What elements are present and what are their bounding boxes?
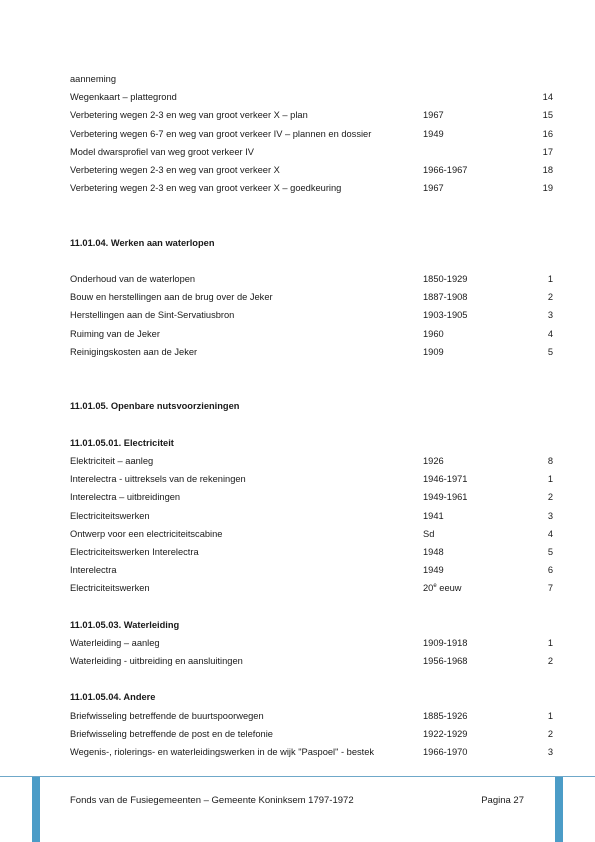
section-heading-andere: 11.01.05.04. Andere bbox=[70, 692, 156, 703]
item-date-number: 20 bbox=[423, 583, 434, 594]
item-number: 19 bbox=[542, 183, 553, 194]
item-number: 1 bbox=[547, 274, 553, 285]
item-date: 1903-1905 bbox=[423, 310, 468, 321]
rows-electriciteit bbox=[70, 452, 553, 598]
item-date: 1941 bbox=[423, 510, 444, 521]
list-item bbox=[70, 543, 553, 561]
section-heading-waterleiding: 11.01.05.03. Waterleiding bbox=[70, 619, 180, 630]
footer-title: Fonds van de Fusiegemeenten – Gemeente Koninksem 1797-1972 bbox=[70, 795, 354, 806]
item-date-unit: eeuw bbox=[436, 583, 462, 594]
item-title: Ruiming van de Jeker bbox=[70, 328, 160, 339]
item-number: 2 bbox=[547, 292, 553, 303]
item-number: 15 bbox=[542, 110, 553, 121]
item-number: 6 bbox=[547, 565, 553, 576]
rows-waterleiding bbox=[70, 634, 553, 670]
list-item bbox=[70, 288, 553, 306]
item-title: Waterleiding - uitbreiding en aansluitingen bbox=[70, 656, 243, 667]
item-date: 1909 bbox=[423, 346, 444, 357]
item-title: Electriciteitswerken bbox=[70, 510, 150, 521]
item-number: 8 bbox=[547, 455, 553, 466]
item-date: 1948 bbox=[423, 546, 444, 557]
item-title: Briefwisseling betreffende de post en de telefonie bbox=[70, 728, 273, 739]
item-date: 1922-1929 bbox=[423, 728, 468, 739]
item-date: 1967 bbox=[423, 183, 444, 194]
item-title: aanneming bbox=[70, 74, 117, 84]
item-title: Model dwarsprofiel van weg groot verkeer IV bbox=[70, 146, 254, 157]
item-number: 3 bbox=[547, 310, 553, 321]
item-number: 4 bbox=[547, 328, 553, 339]
footer-accent-bar-right bbox=[555, 777, 563, 842]
item-number: 14 bbox=[542, 92, 553, 103]
item-date: 1850-1929 bbox=[423, 274, 468, 285]
item-title: Interelectra bbox=[70, 565, 117, 576]
list-item bbox=[70, 70, 553, 88]
item-number: 3 bbox=[547, 510, 553, 521]
item-title: Wegenis-, riolerings- en waterleidingswerken in de wijk "Paspoel" - bestek bbox=[70, 746, 375, 757]
item-date: 1946-1971 bbox=[423, 474, 468, 485]
list-item bbox=[70, 743, 553, 761]
item-number: 1 bbox=[547, 637, 553, 648]
item-title: Bouw en herstellingen aan de brug over de Jeker bbox=[70, 292, 273, 303]
rows-waterlopen bbox=[70, 270, 553, 361]
section-heading-electriciteit: 11.01.05.01. Electriciteit bbox=[70, 437, 174, 448]
list-item bbox=[70, 525, 553, 543]
list-item bbox=[70, 561, 553, 579]
item-title: Elektriciteit – aanleg bbox=[70, 455, 154, 466]
list-item bbox=[70, 634, 553, 652]
list-item bbox=[70, 488, 553, 506]
item-title: Wegenkaart – plattegrond bbox=[70, 92, 177, 103]
item-title: Verbetering wegen 2-3 en weg van groot verkeer X – plan bbox=[70, 110, 308, 121]
footer-accent-bar-left bbox=[32, 777, 40, 842]
item-number: 18 bbox=[542, 164, 553, 175]
item-title: Electriciteitswerken Interelectra bbox=[70, 546, 199, 557]
item-title: Verbetering wegen 2-3 en weg van groot verkeer X – goedkeuring bbox=[70, 183, 342, 194]
item-number: 2 bbox=[547, 656, 553, 667]
item-title: Reinigingskosten aan de Jeker bbox=[70, 346, 198, 357]
item-number: 2 bbox=[547, 728, 553, 739]
item-date: 1949 bbox=[423, 565, 444, 576]
rows-wegen bbox=[70, 70, 553, 197]
item-number: 5 bbox=[547, 346, 553, 357]
item-date: 1967 bbox=[423, 110, 444, 121]
list-item bbox=[70, 507, 553, 525]
item-date: 1887-1908 bbox=[423, 292, 468, 303]
list-item bbox=[70, 88, 553, 106]
list-item bbox=[70, 343, 553, 361]
item-number: 1 bbox=[547, 474, 553, 485]
item-number: 17 bbox=[542, 146, 553, 157]
item-date-suffix: e bbox=[433, 583, 437, 590]
item-date: Sd bbox=[423, 528, 435, 539]
item-date bbox=[423, 579, 462, 597]
item-title: Waterleiding – aanleg bbox=[70, 637, 160, 648]
list-item bbox=[70, 306, 553, 324]
list-item bbox=[70, 270, 553, 288]
footer-divider bbox=[0, 776, 595, 777]
page-number: Pagina 27 bbox=[481, 795, 524, 806]
list-item bbox=[70, 707, 553, 725]
item-number: 5 bbox=[547, 546, 553, 557]
list-item bbox=[70, 470, 553, 488]
item-title: Electriciteitswerken bbox=[70, 583, 150, 594]
item-number: 7 bbox=[547, 583, 553, 594]
list-item bbox=[70, 143, 553, 161]
item-title: Interelectra – uitbreidingen bbox=[70, 492, 181, 503]
list-item bbox=[70, 579, 553, 597]
item-date: 1956-1968 bbox=[423, 656, 468, 667]
item-date: 1949 bbox=[423, 128, 444, 139]
item-title: Verbetering wegen 2-3 en weg van groot verkeer X bbox=[70, 164, 280, 175]
list-item bbox=[70, 125, 553, 143]
item-title: Onderhoud van de waterlopen bbox=[70, 274, 196, 285]
item-number: 3 bbox=[547, 746, 553, 757]
list-item bbox=[70, 179, 553, 197]
item-title: Herstellingen aan de Sint-Servatiusbron bbox=[70, 310, 235, 321]
list-item bbox=[70, 161, 553, 179]
list-item bbox=[70, 725, 553, 743]
item-title: Briefwisseling betreffende de buurtspoorwegen bbox=[70, 710, 264, 721]
list-item bbox=[70, 106, 553, 124]
item-date: 1949-1961 bbox=[423, 492, 468, 503]
inventory-list bbox=[70, 70, 553, 761]
item-title: Verbetering wegen 6-7 en weg van groot verkeer IV – plannen en dossier bbox=[70, 128, 372, 139]
item-date: 1966-1970 bbox=[423, 746, 468, 757]
item-title: Ontwerp voor een electriciteitscabine bbox=[70, 528, 223, 539]
list-item bbox=[70, 452, 553, 470]
item-date: 1926 bbox=[423, 455, 444, 466]
item-number: 16 bbox=[542, 128, 553, 139]
item-date: 1909-1918 bbox=[423, 637, 468, 648]
item-date: 1885-1926 bbox=[423, 710, 468, 721]
item-title: Interelectra - uittreksels van de rekeningen bbox=[70, 474, 246, 485]
list-item bbox=[70, 652, 553, 670]
section-heading-waterlopen: 11.01.04. Werken aan waterlopen bbox=[70, 237, 215, 248]
item-number: 4 bbox=[547, 528, 553, 539]
item-number: 1 bbox=[547, 710, 553, 721]
item-date: 1966-1967 bbox=[423, 164, 468, 175]
item-number: 2 bbox=[547, 492, 553, 503]
item-date: 1960 bbox=[423, 328, 444, 339]
rows-andere bbox=[70, 707, 553, 762]
list-item bbox=[70, 325, 553, 343]
section-heading-nutsvoorzieningen: 11.01.05. Openbare nutsvoorzieningen bbox=[70, 401, 240, 412]
